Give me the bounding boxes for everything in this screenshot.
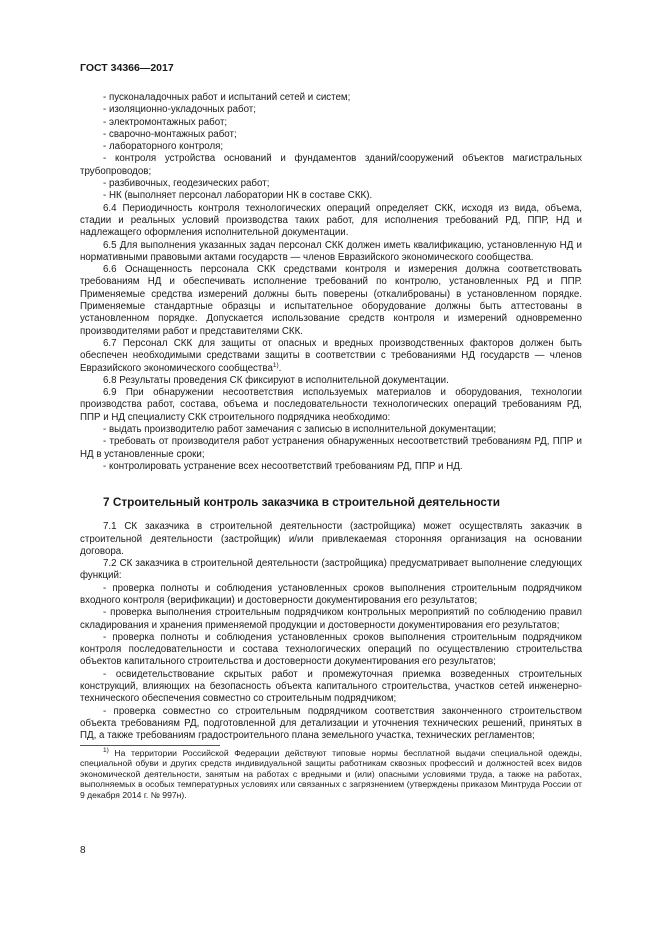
- list-item: - проверка выполнения строительным подрядчиком контрольных мероприятий по соблюдению правил складирования и хранения применяемой продукции и достоверности документирования его результатов;: [80, 607, 582, 631]
- clause-7-1: 7.1 СК заказчика в строительной деятельности (застройщика) может осуществлять заказчик в строительной деятельности (застройщик) и/или привлекаемая сторонняя организация на основании договора.: [80, 521, 582, 557]
- clause-6-4: 6.4 Периодичность контроля технологических операций определяет СКК, исходя из вида, объема, стадии и реальных условий производства таких работ, для исполнения требований РД, ППР, НД и надлежащего оформления исполнительной документации.: [80, 202, 582, 239]
- list-item: - проверка совместно со строительным подрядчиком соответствия законченного строительством объекта требованиям РД, подготовленной для детализации и уточнения технических решений, принятых в ПД, а также требованиям градостроительного плана земельного участка, технических регламентов;: [80, 705, 582, 742]
- list-item: - пусконаладочных работ и испытаний сетей и систем;: [103, 92, 351, 103]
- standard-header: ГОСТ 34366—2017: [80, 62, 174, 74]
- clause-6-7-text: 6.7 Персонал СКК для защиты от опасных и вредных производственных факторов должен быть обеспечен необходимыми средствами защиты в соответствии с требованиями НД государств — членов Евразийского экономического сообщества: [80, 337, 582, 374]
- section-7-title: 7 Строительный контроль заказчика в строительной деятельности: [103, 495, 501, 510]
- page-number: 8: [80, 845, 86, 856]
- list-item: - изоляционно-укладочных работ;: [103, 104, 256, 116]
- footnote-divider: [80, 745, 220, 746]
- footnote-body: На территории Российской Федерации действуют типовые нормы бесплатной выдачи специальной одежды, специальной обуви и других средств индивидуальной защиты работникам сквозных профессий и должностей всех видов экономической деятельности, занятым на работах с вредными и (или) опасными условиями труда, а также на работах, выполняемых в особых температурных условиях или связанных с загрязнением (утверждены приказом Минтруда России от 9 декабря 2014 г. № 997н).: [80, 747, 582, 800]
- list-item: - сварочно-монтажных работ;: [103, 128, 237, 140]
- clause-6-8: 6.8 Результаты проведения СК фиксируют в исполнительной документации.: [103, 374, 449, 386]
- list-item: - выдать производителю работ замечания с записью в исполнительной документации;: [103, 424, 497, 436]
- clause-7-2: 7.2 СК заказчика в строительной деятельности (застройщика) предусматривает выполнение следующих функций:: [80, 558, 582, 582]
- list-item: - освидетельствование скрытых работ и промежуточная приемка возведенных строительных конструкций, влияющих на безопасность объекта капитального строительства, участков сетей инженерно-технического обеспечения совместно со строительным подрядчиком;: [80, 668, 582, 705]
- clause-6-9: 6.9 При обнаружении несоответствия используемых материалов и оборудования, технологии производства работ, состава, объема и последовательности технологических операций требованиям РД, ППР и НД специалисту СКК строительного подрядчика необходимо:: [80, 387, 582, 423]
- footnote-mark: 1): [103, 746, 109, 754]
- clause-6-7: [80, 338, 582, 375]
- footnote-reference[interactable]: 1): [272, 361, 279, 369]
- clause-6-5: 6.5 Для выполнения указанных задач персонал СКК должен иметь квалификацию, установленную НД и нормативными правовыми актами государств — членов Евразийского экономического сообщества.: [80, 239, 582, 263]
- list-item: - контроля устройства оснований и фундаментов зданий/сооружений объектов магистральных трубопроводов;: [80, 153, 582, 177]
- footnote-text: [80, 748, 582, 801]
- list-item: - проверка полноты и соблюдения установленных сроков выполнения строительным подрядчиком входного контроля (верификации) и достоверности документирования его результатов;: [80, 582, 582, 606]
- clause-6-6: 6.6 Оснащенность персонала СКК средствами контроля и измерения должна соответствовать требованиям НД и обеспечивать исполнение требований по контролю, установленных РД и ППР. Применяемые средства измерений должны быть поверены (откалиброваны) в установленном порядке. Применяемые стандартные образцы и испытательное оборудование должны быть аттестованы в установленном порядке. Допускается использование средств контроля и измерений одновременно производителями работ и представителями СКК.: [80, 264, 582, 337]
- list-item: - электромонтажных работ;: [103, 116, 228, 128]
- list-item: - НК (выполняет персонал лаборатории НК в составе СКК).: [103, 190, 373, 202]
- footnote: [80, 748, 582, 801]
- list-item: - контролировать устранение всех несоответствий требованиям РД, ППР и НД.: [103, 460, 463, 472]
- list-item: - разбивочных, геодезических работ;: [103, 178, 270, 190]
- document-body: [80, 92, 582, 800]
- list-item: - проверка полноты и соблюдения установленных сроков выполнения строительным подрядчиком контроля последовательности и состава технологических операций по осуществлению строительства объектов капитального строительства и достоверности документирования его результатов;: [80, 631, 582, 668]
- list-item: - лабораторного контроля;: [103, 141, 224, 153]
- clause-6-7-end: .: [278, 362, 282, 374]
- list-item: - требовать от производителя работ устранения обнаруженных несоответствий требованиям РД, ППР и НД в установленные сроки;: [80, 436, 582, 460]
